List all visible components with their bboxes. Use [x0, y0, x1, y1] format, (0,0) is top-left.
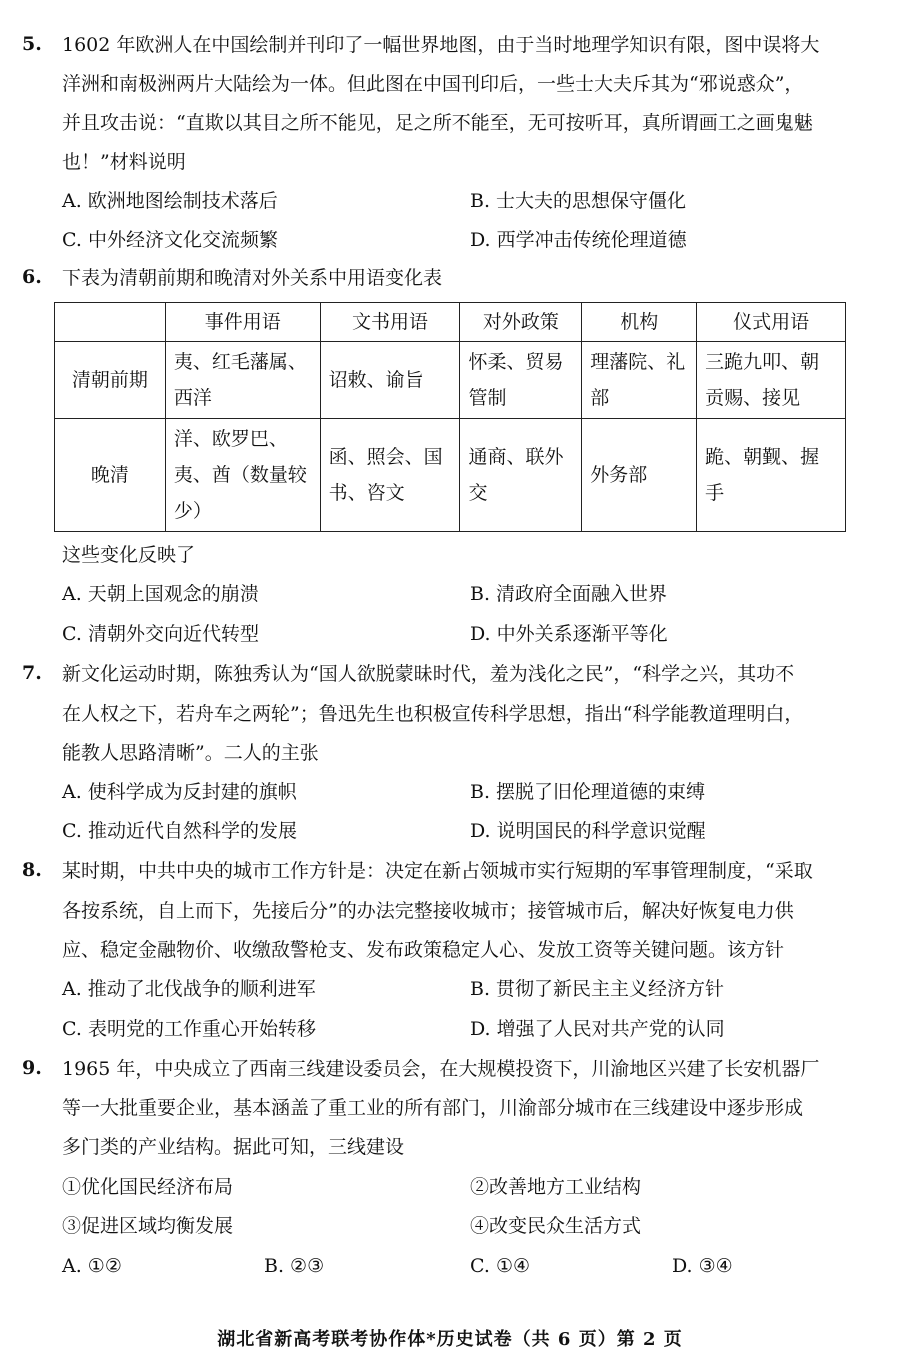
- question-stem-line: 各按系统，自上而下，先接后分”的办法完整接收城市；接管城市后，解决好恢复电力供: [62, 900, 794, 922]
- table-cell: 外务部: [582, 419, 697, 532]
- option-b: B. 清政府全面融入世界: [470, 583, 668, 605]
- table-row: [55, 342, 846, 419]
- table-cell: 洋、欧罗巴、夷、酋（数量较少）: [165, 419, 320, 532]
- option-c: C. ①④: [470, 1255, 531, 1277]
- question-stem-line: 多门类的产业结构。据此可知，三线建设: [62, 1136, 405, 1158]
- question-stem-line: 某时期，中共中央的城市工作方针是：决定在新占领城市实行短期的军事管理制度，“采取: [62, 860, 813, 882]
- statement-item: ①优化国民经济布局: [62, 1176, 234, 1198]
- question-number: 5.: [22, 33, 42, 55]
- question-stem-line: 洋洲和南极洲两片大陆绘为一体。但此图在中国刊印后，一些士大夫斥其为“邪说惑众”，: [62, 73, 804, 95]
- table-row-header: 晚清: [55, 419, 166, 532]
- table-header-cell: 对外政策: [460, 303, 582, 342]
- option-a: A. 推动了北伐战争的顺利进军: [62, 978, 316, 1000]
- question-number: 7.: [22, 662, 42, 684]
- option-c: C. 清朝外交向近代转型: [62, 623, 259, 645]
- option-b: B. 摆脱了旧伦理道德的束缚: [470, 781, 706, 803]
- option-d: D. 增强了人民对共产党的认同: [470, 1018, 725, 1040]
- question-stem-line: 也！”材料说明: [62, 151, 186, 173]
- table-header-cell: 机构: [582, 303, 697, 342]
- question-stem-line: 下表为清朝前期和晚清对外关系中用语变化表: [62, 267, 443, 289]
- table-header-cell: 仪式用语: [697, 303, 846, 342]
- table-header-row: [55, 303, 846, 342]
- option-a: A. 天朝上国观念的崩溃: [62, 583, 259, 605]
- option-b: B. 士大夫的思想保守僵化: [470, 190, 687, 212]
- page-footer: 湖北省新高考联考协作体*历史试卷（共 6 页）第 2 页: [217, 1329, 683, 1350]
- question-stem-line: 1965 年，中央成立了西南三线建设委员会，在大规模投资下，川渝地区兴建了长安机器厂: [62, 1058, 820, 1080]
- question-number: 9.: [22, 1057, 42, 1079]
- question-number: 8.: [22, 859, 42, 881]
- question-stem-line: 这些变化反映了: [62, 544, 196, 566]
- question-number: 6.: [22, 266, 42, 288]
- question-stem-line: 并且攻击说：“直欺以其目之所不能见，足之所不能至，无可按听耳，真所谓画工之画鬼魅: [62, 112, 813, 134]
- statement-item: ④改变民众生活方式: [470, 1215, 642, 1237]
- statement-item: ③促进区域均衡发展: [62, 1215, 234, 1237]
- question-stem-line: 应、稳定金融物价、收缴敌警枪支、发布政策稳定人心、发放工资等关键问题。该方针: [62, 939, 785, 961]
- question-stem-line: 新文化运动时期，陈独秀认为“国人欲脱蒙昧时代，羞为浅化之民”，“科学之兴，其功不: [62, 663, 795, 685]
- table-cell: 诏敕、谕旨: [320, 342, 460, 419]
- table-cell: 跪、朝觐、握手: [697, 419, 846, 532]
- option-c: C. 表明党的工作重心开始转移: [62, 1018, 316, 1040]
- table-header-cell: 事件用语: [165, 303, 320, 342]
- option-d: D. 西学冲击传统伦理道德: [470, 229, 687, 251]
- table-cell: 三跪九叩、朝贡赐、接见: [697, 342, 846, 419]
- table-cell: 夷、红毛藩属、西洋: [165, 342, 320, 419]
- statement-item: ②改善地方工业结构: [470, 1176, 642, 1198]
- option-d: D. ③④: [672, 1255, 733, 1277]
- table-cell: 理藩院、礼部: [582, 342, 697, 419]
- table-header-cell: 文书用语: [320, 303, 460, 342]
- option-c: C. 推动近代自然科学的发展: [62, 820, 297, 842]
- table-row: [55, 419, 846, 532]
- question-stem-line: 能教人思路清晰”。二人的主张: [62, 742, 319, 764]
- table-cell: 函、照会、国书、咨文: [320, 419, 460, 532]
- question-stem-line: 等一大批重要企业，基本涵盖了重工业的所有部门，川渝部分城市在三线建设中逐步形成: [62, 1097, 804, 1119]
- option-a: A. ①②: [62, 1255, 122, 1277]
- table-row-header: 清朝前期: [55, 342, 166, 419]
- option-c: C. 中外经济文化交流频繁: [62, 229, 278, 251]
- table-cell: 通商、联外交: [460, 419, 582, 532]
- option-d: D. 说明国民的科学意识觉醒: [470, 820, 706, 842]
- option-b: B. ②③: [264, 1255, 325, 1277]
- terminology-table: [54, 302, 846, 532]
- option-a: A. 欧洲地图绘制技术落后: [62, 190, 278, 212]
- table-cell: 怀柔、贸易管制: [460, 342, 582, 419]
- question-stem-line: 1602 年欧洲人在中国绘制并刊印了一幅世界地图，由于当时地理学知识有限，图中误将大: [62, 34, 820, 56]
- option-b: B. 贯彻了新民主主义经济方针: [470, 978, 725, 1000]
- table-header-cell: [55, 303, 166, 342]
- option-a: A. 使科学成为反封建的旗帜: [62, 781, 297, 803]
- option-d: D. 中外关系逐渐平等化: [470, 623, 668, 645]
- question-stem-line: 在人权之下，若舟车之两轮”；鲁迅先生也积极宣传科学思想，指出“科学能教道理明白，: [62, 703, 804, 725]
